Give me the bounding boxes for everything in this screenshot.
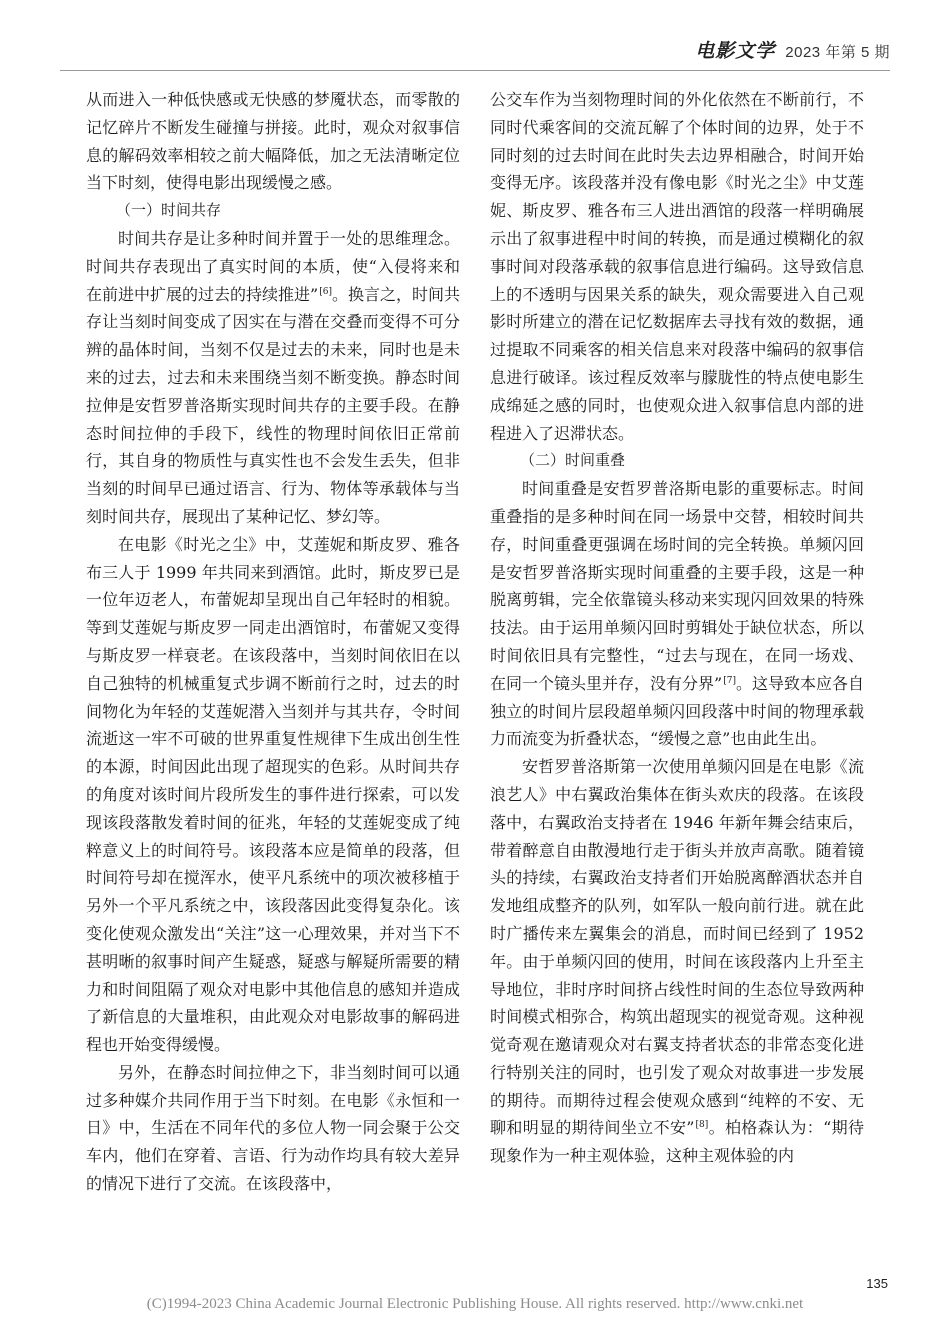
paragraph: 从而进入一种低快感或无快感的梦魇状态，而零散的记忆碎片不断发生碰撞与拼接。此时，观众对叙事信息的解码效率相较之前大幅降低，加之无法清晰定位当下时刻，使得电影出现缓慢之感。 [86,90,460,193]
citation-ref: [6] [319,286,332,297]
page-number: 135 [866,1276,888,1291]
paragraph: 另外，在静态时间拉伸之下，非当刻时间可以通过多种媒介共同作用于当下时刻。在电影《永恒和一日》中，生活在不同年代的多位人物一同会聚于公交车内，他们在穿着、言语、行为动作均具有较大差异的情况下进行了交流。在该段落中， [86,1062,460,1194]
section-heading: （一）时间共存 [116,201,222,220]
journal-name: 电影文学 [695,40,776,62]
citation-ref: [7] [723,675,736,686]
journal-header [695,36,890,63]
citation-ref: [8] [695,1120,709,1131]
paragraph: 时间共存是让多种时间并置于一处的思维理念。时间共存表现出了真实时间的本质，使“入侵将来和在前进中扩展的过去的持续推进”[6]。换言之，时间共存让当刻时间变成了因实在与潜在交叠而变得不可分辨的晶体时间，当刻不仅是过去的未来，同时也是未来的过去，过去和未来围绕当刻不断变换。静态时间拉伸是安哲罗普洛斯实现时间共存的主要手段。在静态时间拉伸的手段下，线性的物理时间依旧正常前行，其自身的物质性与真实性也不会发生丢失，但非当刻的时间早已通过语言、行为、物体等承载体与当刻时间共存，展现出了某种记忆、梦幻等。 [86,228,460,526]
left-column [86,86,460,1198]
right-column [490,86,864,1170]
paragraph: 在电影《时光之尘》中，艾莲妮和斯皮罗、雅各布三人于 1999 年共同来到酒馆。此时，斯皮罗已是一位年迈老人，布蕾妮却呈现出自己年轻时的相貌。等到艾莲妮与斯皮罗一同走出酒馆时，布蕾妮又变得与斯皮罗一样衰老。在该段落中，当刻时间依旧在以自己独特的机械重复式步调不断前行之时，过去的时间物化为年轻的艾莲妮潜入当刻并与其共存，令时间流逝这一牢不可破的世界重复性规律下生成出创生性的本源，时间因此出现了超现实的色彩。从时间共存的角度对该时间片段所发生的事件进行探索，可以发现该段落散发着时间的征兆，年轻的艾莲妮变成了纯粹意义上的时间符号。该段落本应是简单的段落，但时间符号却在搅浑水，使平凡系统中的项次被移植于另外一个平凡系统之中，该段落因此变得复杂化。该变化使观众激发出“关注”这一心理效果，并对当下不甚明晰的叙事时间产生疑惑，疑惑与解疑所需要的精力和时间阻隔了观众对电影中其他信息的感知并造成了新信息的大量堆积，由此观众对电影故事的解码进程也开始变得缓慢。 [86,534,460,1055]
section-heading: （二）时间重叠 [520,451,626,470]
paragraph: 公交车作为当刻物理时间的外化依然在不断前行，不同时代乘客间的交流瓦解了个体时间的边界，处于不同时刻的过去时间在此时失去边界相融合，时间开始变得无序。该段落并没有像电影《时光之尘》中艾莲妮、斯皮罗、雅各布三人进出酒馆的段落一样明确展示出了叙事进程中时间的转换，而是通过模糊化的叙事时间对段落承载的叙事信息进行编码。这导致信息上的不透明与因果关系的缺失，观众需要进入自己观影时所建立的潜在记忆数据库去寻找有效的数据，通过提取不同乘客的相关信息来对段落中编码的叙事信息进行破译。该过程反效率与朦胧性的特点使电影生成绵延之感的同时，也使观众进入叙事信息内部的进程进入了迟滞状态。 [490,90,864,443]
paragraph: 安哲罗普洛斯第一次使用单频闪回是在电影《流浪艺人》中右翼政治集体在街头欢庆的段落。在该段落中，右翼政治支持者在 1946 年新年舞会结束后，带着醉意自由散漫地行走于街头并放声高歌。随着镜头的持续，右翼政治支持者们开始脱离醉酒状态并自发地组成整齐的队列，如军队一般向前行进。就在此时广播传来左翼集会的消息，而时间已经到了 1952 年。由于单频闪回的使用，时间在该段落内上升至主导地位，非时序时间挤占线性时间的生态位导致两种时间模式相弥合，构筑出超现实的视觉奇观。这种视觉奇观在邀请观众对右翼支持者状态的非常态变化进行特别关注的同时，也引发了观众对故事进一步发展的期待。而期待过程会使观众感到“纯粹的不安、无聊和明显的期待间坐立不安”[8]。柏格森认为：“期待现象作为一种主观体验，这种主观体验的内 [490,757,864,1166]
journal-issue: 2023 年第 5 期 [785,44,890,61]
header-rule [60,70,890,71]
paragraph: 时间重叠是安哲罗普洛斯电影的重要标志。时间重叠指的是多种时间在同一场景中交替，相较时间共存，时间重叠更强调在场时间的完全转换。单频闪回是安哲罗普洛斯实现时间重叠的主要手段，这是一种脱离剪辑，完全依靠镜头移动来实现闪回效果的特殊技法。由于运用单频闪回时剪辑处于缺位状态，所以时间依旧具有完整性，“过去与现在，在同一场戏、在同一个镜头里并存，没有分界”[7]。这导致本应各自独立的时间片层段超单频闪回段落中时间的物理承载力而流变为折叠状态，“缓慢之意”也由此生出。 [490,479,864,749]
copyright-footer: (C)1994-2023 China Academic Journal Electronic Publishing House. All rights reserved. http://www.cnki.net [146,1296,804,1312]
